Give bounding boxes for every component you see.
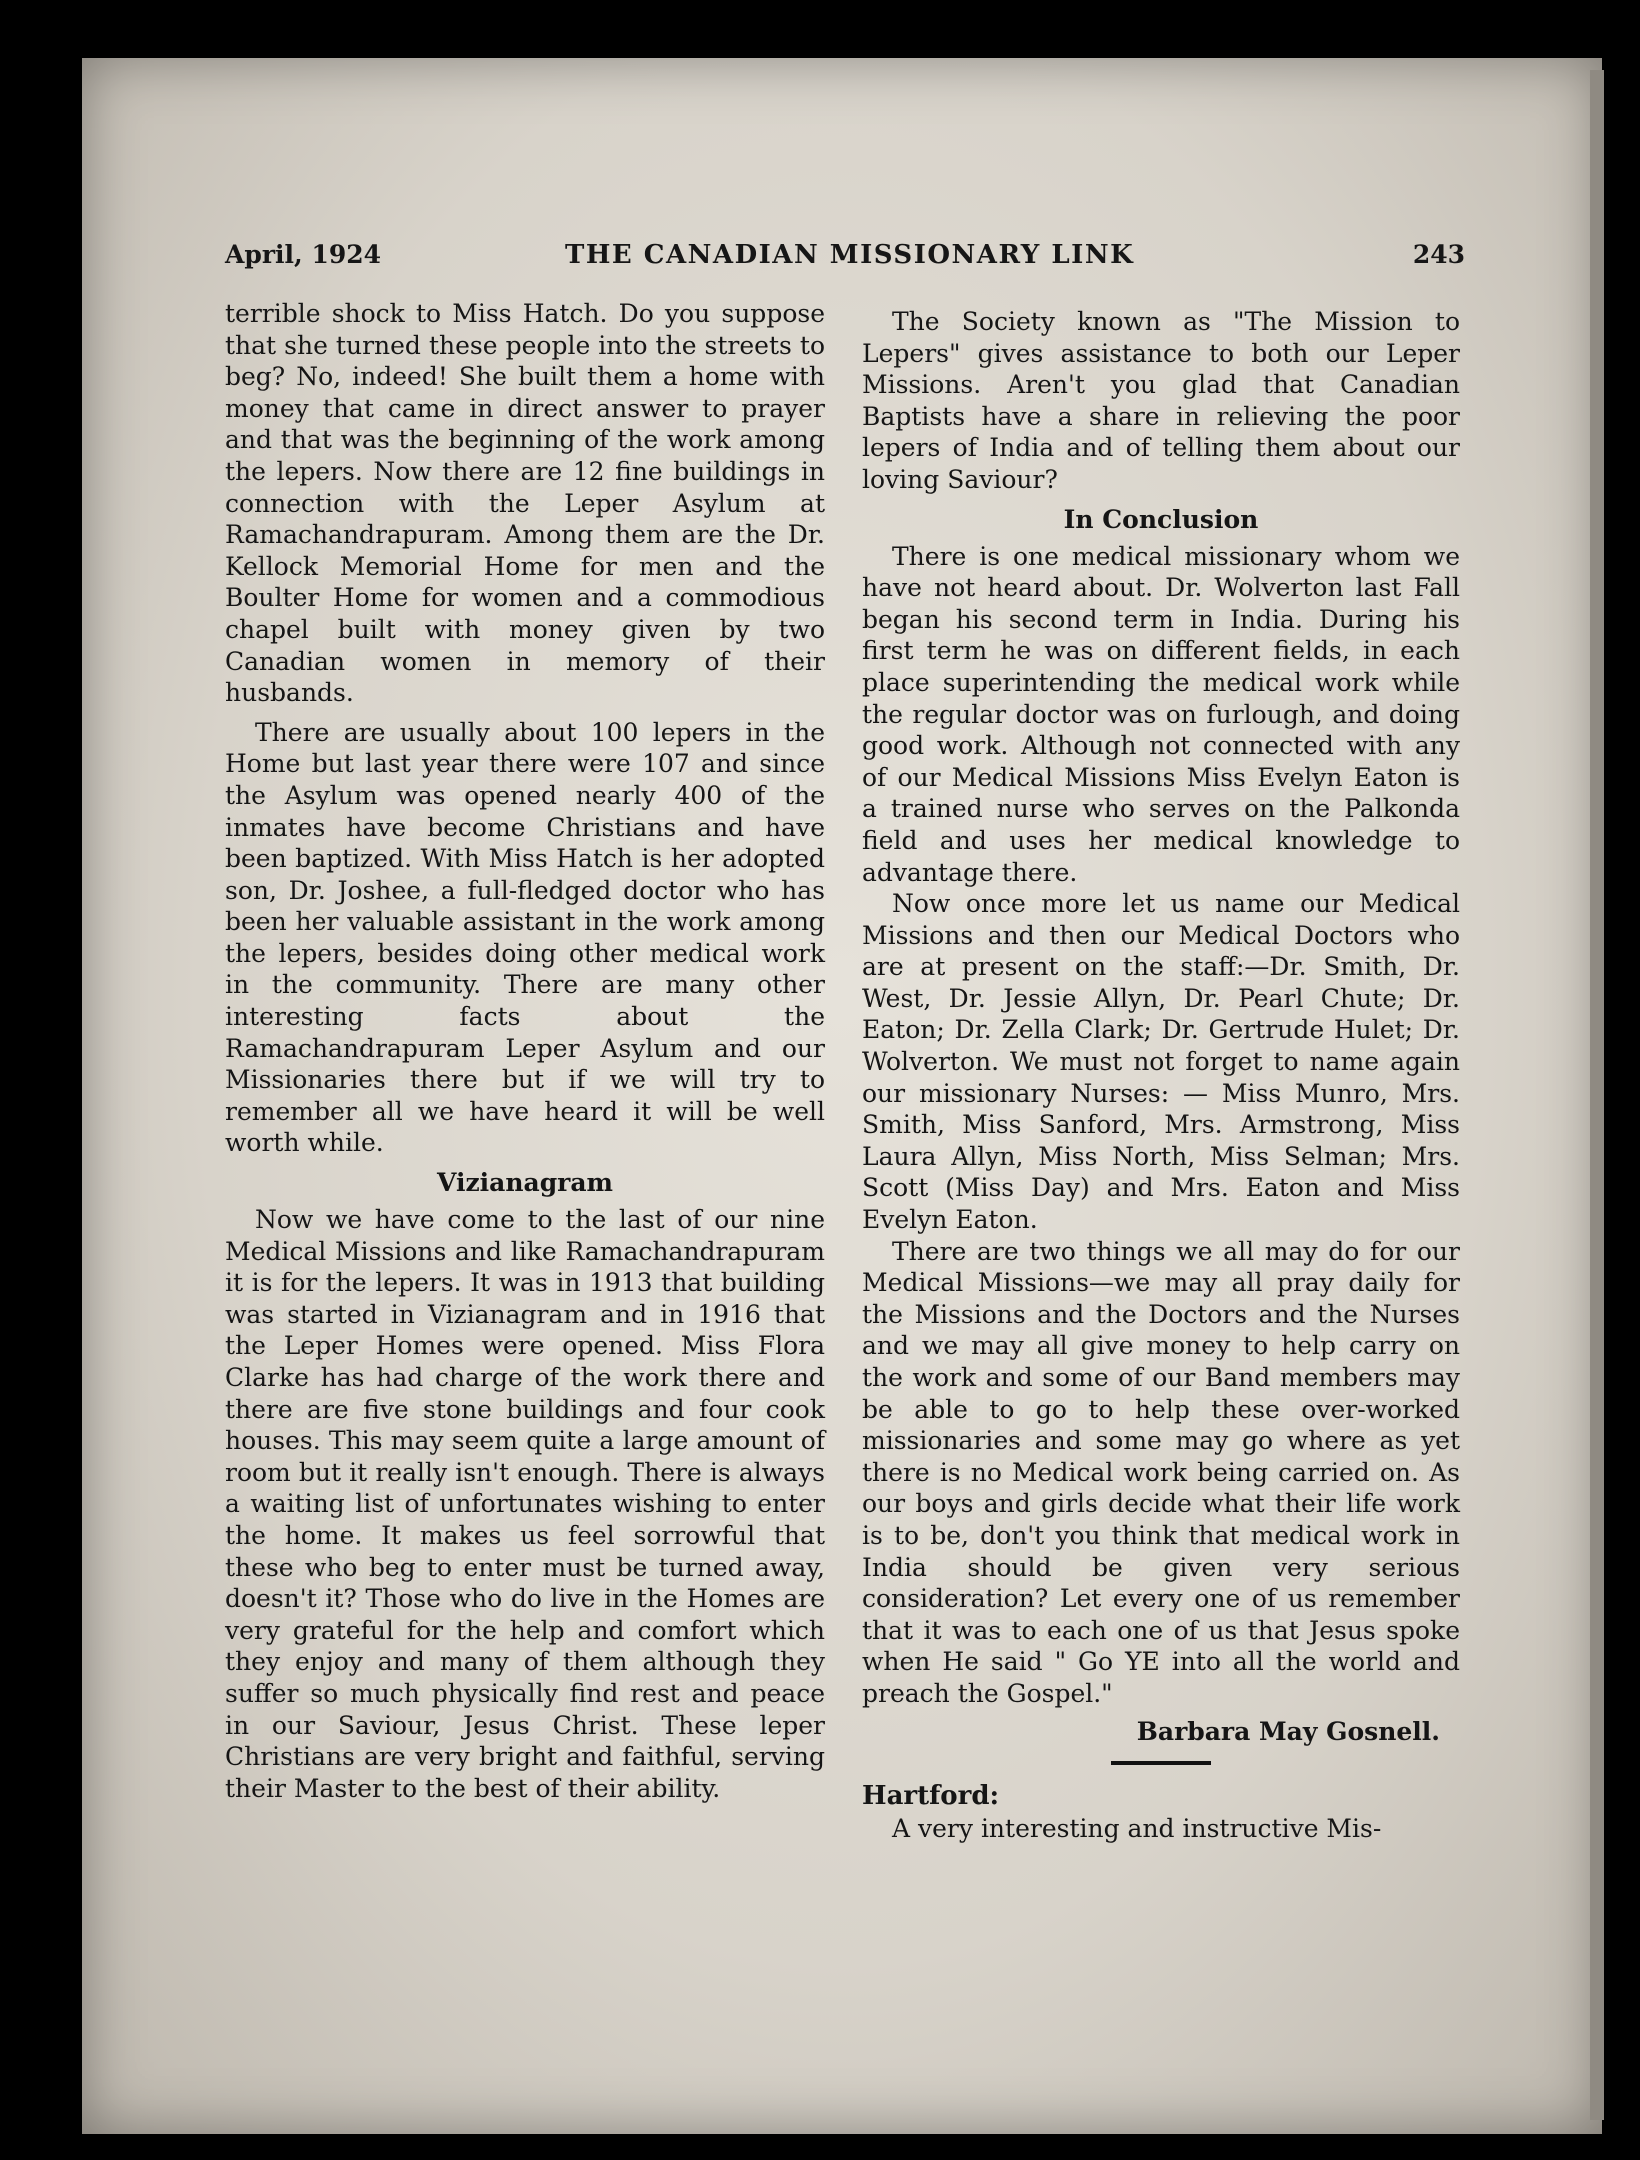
paragraph: There is one medical missionary whom we have not heard about. Dr. Wolverton last Fall began his second term in India. During his first term he was on different fields, in each place superintending the medical work while the regular doctor was on furlough, and doing good work. Although not connected with any of our Medical Missions Miss Evelyn Eaton is a trained nurse who serves on the Palkonda field and uses her medical knowledge to advantage there. — [862, 541, 1460, 887]
paragraph: The Society known as "The Mission to Lepers" gives assistance to both our Leper Missions. Aren't you glad that Canadian Baptists have a share in relieving the poor lepers of India and of telling them about our loving Saviour? — [862, 307, 1460, 494]
section-heading-conclusion: In Conclusion — [1063, 504, 1259, 534]
divider — [1111, 1761, 1211, 1765]
signature: Barbara May Gosnell. — [1136, 1716, 1440, 1746]
header-title: THE CANADIAN MISSIONARY LINK — [565, 240, 1135, 270]
paragraph: Now once more let us name our Medical Missions and then our Medical Doctors who are at present on the staff:—Dr. Smith, Dr. West, Dr. Jessie Allyn, Dr. Pearl Chute; Dr. Eaton; Dr. Zella Clark; Dr. Gertrude Hulet; Dr. Wolverton. We must not forget to name again our missionary Nurses: — Miss Munro, Mrs. Smith, Miss Sanford, Mrs. Armstrong, Miss Laura Allyn, Miss North, Miss Selman; Mrs. Scott (Miss Day) and Mrs. Eaton and Miss Evelyn Eaton. — [862, 889, 1460, 1235]
paragraph: A very interesting and instructive Mis- — [892, 1813, 1382, 1843]
page-edge-shadow — [1590, 70, 1604, 2120]
paragraph: Now we have come to the last of our nine Medical Missions and like Ramachandrapuram it is for the lepers. It was in 1913 that building was started in Vizianagram and in 1916 that the Leper Homes were opened. Miss Flora Clarke has had charge of the work there and there are five stone buildings and four cook houses. This may seem quite a large amount of room but it really isn't enough. There is always a waiting list of unfortunates wishing to enter the home. It makes us feel sorrowful that these who beg to enter must be turned away, doesn't it? Those who do live in the Homes are very grateful for the help and comfort which they enjoy and many of them although they suffer so much physically find rest and peace in our Saviour, Jesus Christ. These leper Christians are very bright and faithful, serving their Master to the best of their ability. — [225, 1205, 825, 1803]
paragraph: terrible shock to Miss Hatch. Do you suppose that she turned these people into the streets to beg? No, indeed! She built them a home with money that came in direct answer to prayer and that was the beginning of the work among the lepers. Now there are 12 fine buildings in connection with the Leper Asylum at Ramachandrapuram. Among them are the Dr. Kellock Memorial Home for men and the Boulter Home for women and a commodious chapel built with money given by two Canadian women in memory of their husbands. — [225, 299, 825, 708]
right-column — [862, 306, 1460, 1844]
section-heading-vizianagram: Vizianagram — [436, 1168, 614, 1198]
header-date: April, 1924 — [225, 240, 382, 269]
left-column — [225, 298, 825, 1804]
header-page-number: 243 — [1412, 240, 1465, 269]
paragraph: There are usually about 100 lepers in the Home but last year there were 107 and since the Asylum was opened nearly 400 of the inmates have become Christians and have been baptized. With Miss Hatch is her adopted son, Dr. Joshee, a full-fledged doctor who has been her valuable assistant in the work among the lepers, besides doing other medical work in the community. There are many other interesting facts about the Ramachandrapuram Leper Asylum and our Missionaries there but if we will try to remember all we have heard it will be well worth while. — [225, 717, 825, 1158]
paragraph: There are two things we all may do for our Medical Missions—we may all pray daily for the Missions and the Doctors and the Nurses and we may all give money to help carry on the work and some of our Band members may be able to go to help these over-worked missionaries and some may go where as yet there is no Medical work being carried on. As our boys and girls decide what their life work is to be, don't you think that medical work in India should be given very serious consideration? Let every one of us remember that it was to each one of us that Jesus spoke when He said " Go YE into all the world and preach the Gospel." — [862, 1236, 1460, 1708]
section-heading-hartford: Hartford: — [862, 1781, 1000, 1812]
page-header — [225, 240, 1465, 280]
